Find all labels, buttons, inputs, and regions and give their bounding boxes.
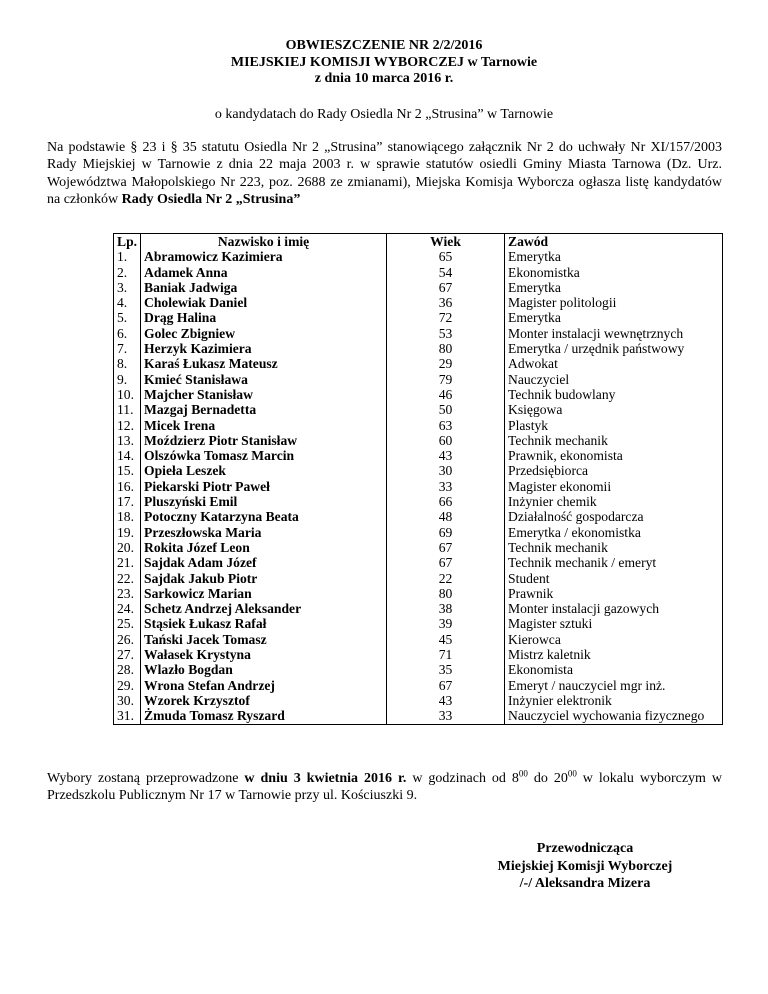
header-occupation: Zawód <box>505 234 723 250</box>
cell-age: 80 <box>387 586 505 601</box>
intro-bold: Rady Osiedla Nr 2 „Strusina” <box>121 191 301 207</box>
cell-name: Wlazło Bogdan <box>141 662 387 677</box>
cell-occupation: Inżynier elektronik <box>505 693 723 708</box>
cell-lp: 9. <box>114 372 141 387</box>
cell-lp: 26. <box>114 632 141 647</box>
cell-lp: 8. <box>114 356 141 371</box>
cell-name: Drąg Halina <box>141 310 387 325</box>
cell-lp: 17. <box>114 494 141 509</box>
cell-lp: 4. <box>114 295 141 310</box>
table-row <box>114 356 723 371</box>
cell-name: Mazgaj Bernadetta <box>141 402 387 417</box>
cell-name: Wałasek Krystyna <box>141 647 387 662</box>
cell-age: 33 <box>387 479 505 494</box>
header-lp: Lp. <box>114 234 141 250</box>
intro-text: Na podstawie § 23 i § 35 statutu Osiedla Nr 2 „Strusina” stanowiącego załącznik Nr 2 do uchwały Nr XI/157/2003 Rady Miejskiej w Tarnowie z dnia 22 maja 2003 r. w sprawie statutów osiedli Gminy Miasta Tarnowa (Dz. Urz. Województwa Małopolskiego Nr 223, poz. 2688 ze zmianami), Miejska Komisja Wyborcza ogłasza listę kandydatów na członków <box>47 140 722 207</box>
cell-occupation: Emeryt / nauczyciel mgr inż. <box>505 678 723 693</box>
table-row <box>114 601 723 616</box>
table-row <box>114 341 723 356</box>
cell-lp: 25. <box>114 616 141 631</box>
cell-lp: 7. <box>114 341 141 356</box>
cell-age: 29 <box>387 356 505 371</box>
table-row <box>114 678 723 693</box>
footer-part3: do 20 <box>527 771 568 786</box>
cell-occupation: Prawnik <box>505 586 723 601</box>
cell-occupation: Student <box>505 571 723 586</box>
table-row <box>114 448 723 463</box>
signature-committee: Miejskiej Komisji Wyborczej <box>497 858 673 874</box>
cell-occupation: Inżynier chemik <box>505 494 723 509</box>
table-row <box>114 540 723 555</box>
cell-name: Herzyk Kazimiera <box>141 341 387 356</box>
table-row <box>114 586 723 601</box>
footer-part2: w godzinach od 8 <box>406 771 519 786</box>
cell-age: 54 <box>387 265 505 280</box>
cell-name: Cholewiak Daniel <box>141 295 387 310</box>
cell-lp: 23. <box>114 586 141 601</box>
cell-name: Piekarski Piotr Paweł <box>141 479 387 494</box>
cell-age: 67 <box>387 678 505 693</box>
cell-lp: 16. <box>114 479 141 494</box>
candidates-table <box>113 233 723 725</box>
table-row <box>114 509 723 524</box>
cell-occupation: Nauczyciel <box>505 372 723 387</box>
table-row <box>114 372 723 387</box>
cell-age: 45 <box>387 632 505 647</box>
cell-lp: 5. <box>114 310 141 325</box>
cell-age: 67 <box>387 280 505 295</box>
cell-occupation: Mistrz kaletnik <box>505 647 723 662</box>
footer-sup2: 00 <box>567 768 577 779</box>
cell-lp: 19. <box>114 525 141 540</box>
cell-occupation: Technik mechanik / emeryt <box>505 555 723 570</box>
cell-age: 38 <box>387 601 505 616</box>
cell-occupation: Monter instalacji wewnętrznych <box>505 326 723 341</box>
cell-age: 39 <box>387 616 505 631</box>
cell-age: 67 <box>387 540 505 555</box>
cell-name: Karaś Łukasz Mateusz <box>141 356 387 371</box>
table-row <box>114 433 723 448</box>
cell-occupation: Monter instalacji gazowych <box>505 601 723 616</box>
cell-age: 33 <box>387 708 505 724</box>
cell-lp: 18. <box>114 509 141 524</box>
cell-occupation: Magister politologii <box>505 295 723 310</box>
cell-age: 35 <box>387 662 505 677</box>
cell-lp: 14. <box>114 448 141 463</box>
table-row <box>114 616 723 631</box>
cell-lp: 2. <box>114 265 141 280</box>
table-row <box>114 265 723 280</box>
cell-name: Żmuda Tomasz Ryszard <box>141 708 387 724</box>
table-row <box>114 326 723 341</box>
cell-occupation: Ekonomistka <box>505 265 723 280</box>
cell-name: Stąsiek Łukasz Rafał <box>141 616 387 631</box>
table-row <box>114 310 723 325</box>
signature-role: Przewodnicząca <box>536 841 634 856</box>
cell-age: 36 <box>387 295 505 310</box>
table-row <box>114 693 723 708</box>
cell-lp: 27. <box>114 647 141 662</box>
document-header <box>0 38 768 88</box>
election-date: w dniu 3 kwietnia 2016 r. <box>244 771 407 786</box>
cell-name: Kmieć Stanisława <box>141 372 387 387</box>
cell-occupation: Nauczyciel wychowania fizycznego <box>505 708 723 724</box>
header-committee: MIEJSKIEJ KOMISJI WYBORCZEJ w Tarnowie <box>230 54 538 70</box>
cell-occupation: Technik budowlany <box>505 387 723 402</box>
cell-age: 71 <box>387 647 505 662</box>
cell-lp: 13. <box>114 433 141 448</box>
cell-age: 66 <box>387 494 505 509</box>
cell-occupation: Przedsiębiorca <box>505 463 723 478</box>
cell-name: Micek Irena <box>141 418 387 433</box>
footer-part1: Wybory zostaną przeprowadzone <box>47 771 245 786</box>
table-row <box>114 479 723 494</box>
cell-occupation: Adwokat <box>505 356 723 371</box>
signature-name: /-/ Aleksandra Mizera <box>519 876 651 891</box>
header-name: Nazwisko i imię <box>141 234 387 250</box>
cell-name: Pluszyński Emil <box>141 494 387 509</box>
cell-name: Golec Zbigniew <box>141 326 387 341</box>
table-row <box>114 647 723 662</box>
cell-occupation: Kierowca <box>505 632 723 647</box>
cell-name: Moździerz Piotr Stanisław <box>141 433 387 448</box>
table-row <box>114 463 723 478</box>
cell-name: Sajdak Jakub Piotr <box>141 571 387 586</box>
cell-lp: 31. <box>114 708 141 724</box>
cell-occupation: Emerytka / ekonomistka <box>505 525 723 540</box>
cell-lp: 20. <box>114 540 141 555</box>
cell-occupation: Działalność gospodarcza <box>505 509 723 524</box>
cell-occupation: Emerytka <box>505 249 723 264</box>
cell-age: 50 <box>387 402 505 417</box>
table-row <box>114 555 723 570</box>
cell-occupation: Emerytka / urzędnik państwowy <box>505 341 723 356</box>
cell-age: 60 <box>387 433 505 448</box>
table-row <box>114 525 723 540</box>
cell-name: Rokita Józef Leon <box>141 540 387 555</box>
footer-part4: w lokalu wyborczym w Przedszkolu Publicznym Nr 17 w Tarnowie przy ul. Kościuszki 9. <box>47 771 722 804</box>
header-title: OBWIESZCZENIE NR 2/2/2016 <box>285 38 483 53</box>
table-row <box>114 295 723 310</box>
cell-age: 63 <box>387 418 505 433</box>
cell-name: Przeszłowska Maria <box>141 525 387 540</box>
cell-lp: 29. <box>114 678 141 693</box>
cell-lp: 10. <box>114 387 141 402</box>
cell-occupation: Ekonomista <box>505 662 723 677</box>
cell-name: Opieła Leszek <box>141 463 387 478</box>
cell-age: 53 <box>387 326 505 341</box>
cell-occupation: Emerytka <box>505 310 723 325</box>
cell-age: 72 <box>387 310 505 325</box>
cell-name: Baniak Jadwiga <box>141 280 387 295</box>
table-row <box>114 632 723 647</box>
cell-age: 67 <box>387 555 505 570</box>
table-row <box>114 402 723 417</box>
cell-lp: 1. <box>114 249 141 264</box>
cell-age: 65 <box>387 249 505 264</box>
cell-occupation: Magister ekonomii <box>505 479 723 494</box>
cell-occupation: Technik mechanik <box>505 433 723 448</box>
cell-age: 79 <box>387 372 505 387</box>
cell-name: Sajdak Adam Józef <box>141 555 387 570</box>
table-row <box>114 494 723 509</box>
cell-name: Abramowicz Kazimiera <box>141 249 387 264</box>
cell-name: Olszówka Tomasz Marcin <box>141 448 387 463</box>
cell-name: Potoczny Katarzyna Beata <box>141 509 387 524</box>
cell-occupation: Emerytka <box>505 280 723 295</box>
cell-name: Wrona Stefan Andrzej <box>141 678 387 693</box>
cell-occupation: Technik mechanik <box>505 540 723 555</box>
cell-age: 46 <box>387 387 505 402</box>
table-row <box>114 418 723 433</box>
cell-name: Sarkowicz Marian <box>141 586 387 601</box>
cell-name: Wzorek Krzysztof <box>141 693 387 708</box>
cell-lp: 22. <box>114 571 141 586</box>
document-subtitle: o kandydatach do Rady Osiedla Nr 2 „Strusina” w Tarnowie <box>214 107 554 122</box>
cell-lp: 15. <box>114 463 141 478</box>
cell-age: 43 <box>387 448 505 463</box>
cell-lp: 21. <box>114 555 141 570</box>
cell-occupation: Plastyk <box>505 418 723 433</box>
cell-age: 30 <box>387 463 505 478</box>
cell-name: Schetz Andrzej Aleksander <box>141 601 387 616</box>
table-row <box>114 708 723 724</box>
table-row <box>114 280 723 295</box>
election-info <box>47 770 722 805</box>
cell-name: Adamek Anna <box>141 265 387 280</box>
cell-lp: 28. <box>114 662 141 677</box>
cell-lp: 3. <box>114 280 141 295</box>
cell-age: 80 <box>387 341 505 356</box>
intro-paragraph <box>47 139 722 208</box>
cell-lp: 6. <box>114 326 141 341</box>
header-age: Wiek <box>387 234 505 250</box>
table-row <box>114 249 723 264</box>
signature-block <box>450 840 720 893</box>
cell-name: Tański Jacek Tomasz <box>141 632 387 647</box>
footer-sup1: 00 <box>518 768 528 779</box>
cell-lp: 30. <box>114 693 141 708</box>
cell-occupation: Magister sztuki <box>505 616 723 631</box>
cell-lp: 24. <box>114 601 141 616</box>
cell-lp: 12. <box>114 418 141 433</box>
cell-age: 48 <box>387 509 505 524</box>
cell-occupation: Księgowa <box>505 402 723 417</box>
candidates-table-body <box>114 249 723 724</box>
cell-age: 69 <box>387 525 505 540</box>
table-row <box>114 662 723 677</box>
cell-age: 43 <box>387 693 505 708</box>
table-row <box>114 387 723 402</box>
cell-name: Majcher Stanisław <box>141 387 387 402</box>
cell-lp: 11. <box>114 402 141 417</box>
header-date: z dnia 10 marca 2016 r. <box>314 71 454 86</box>
cell-age: 22 <box>387 571 505 586</box>
cell-occupation: Prawnik, ekonomista <box>505 448 723 463</box>
table-header-row <box>114 234 723 250</box>
table-row <box>114 571 723 586</box>
